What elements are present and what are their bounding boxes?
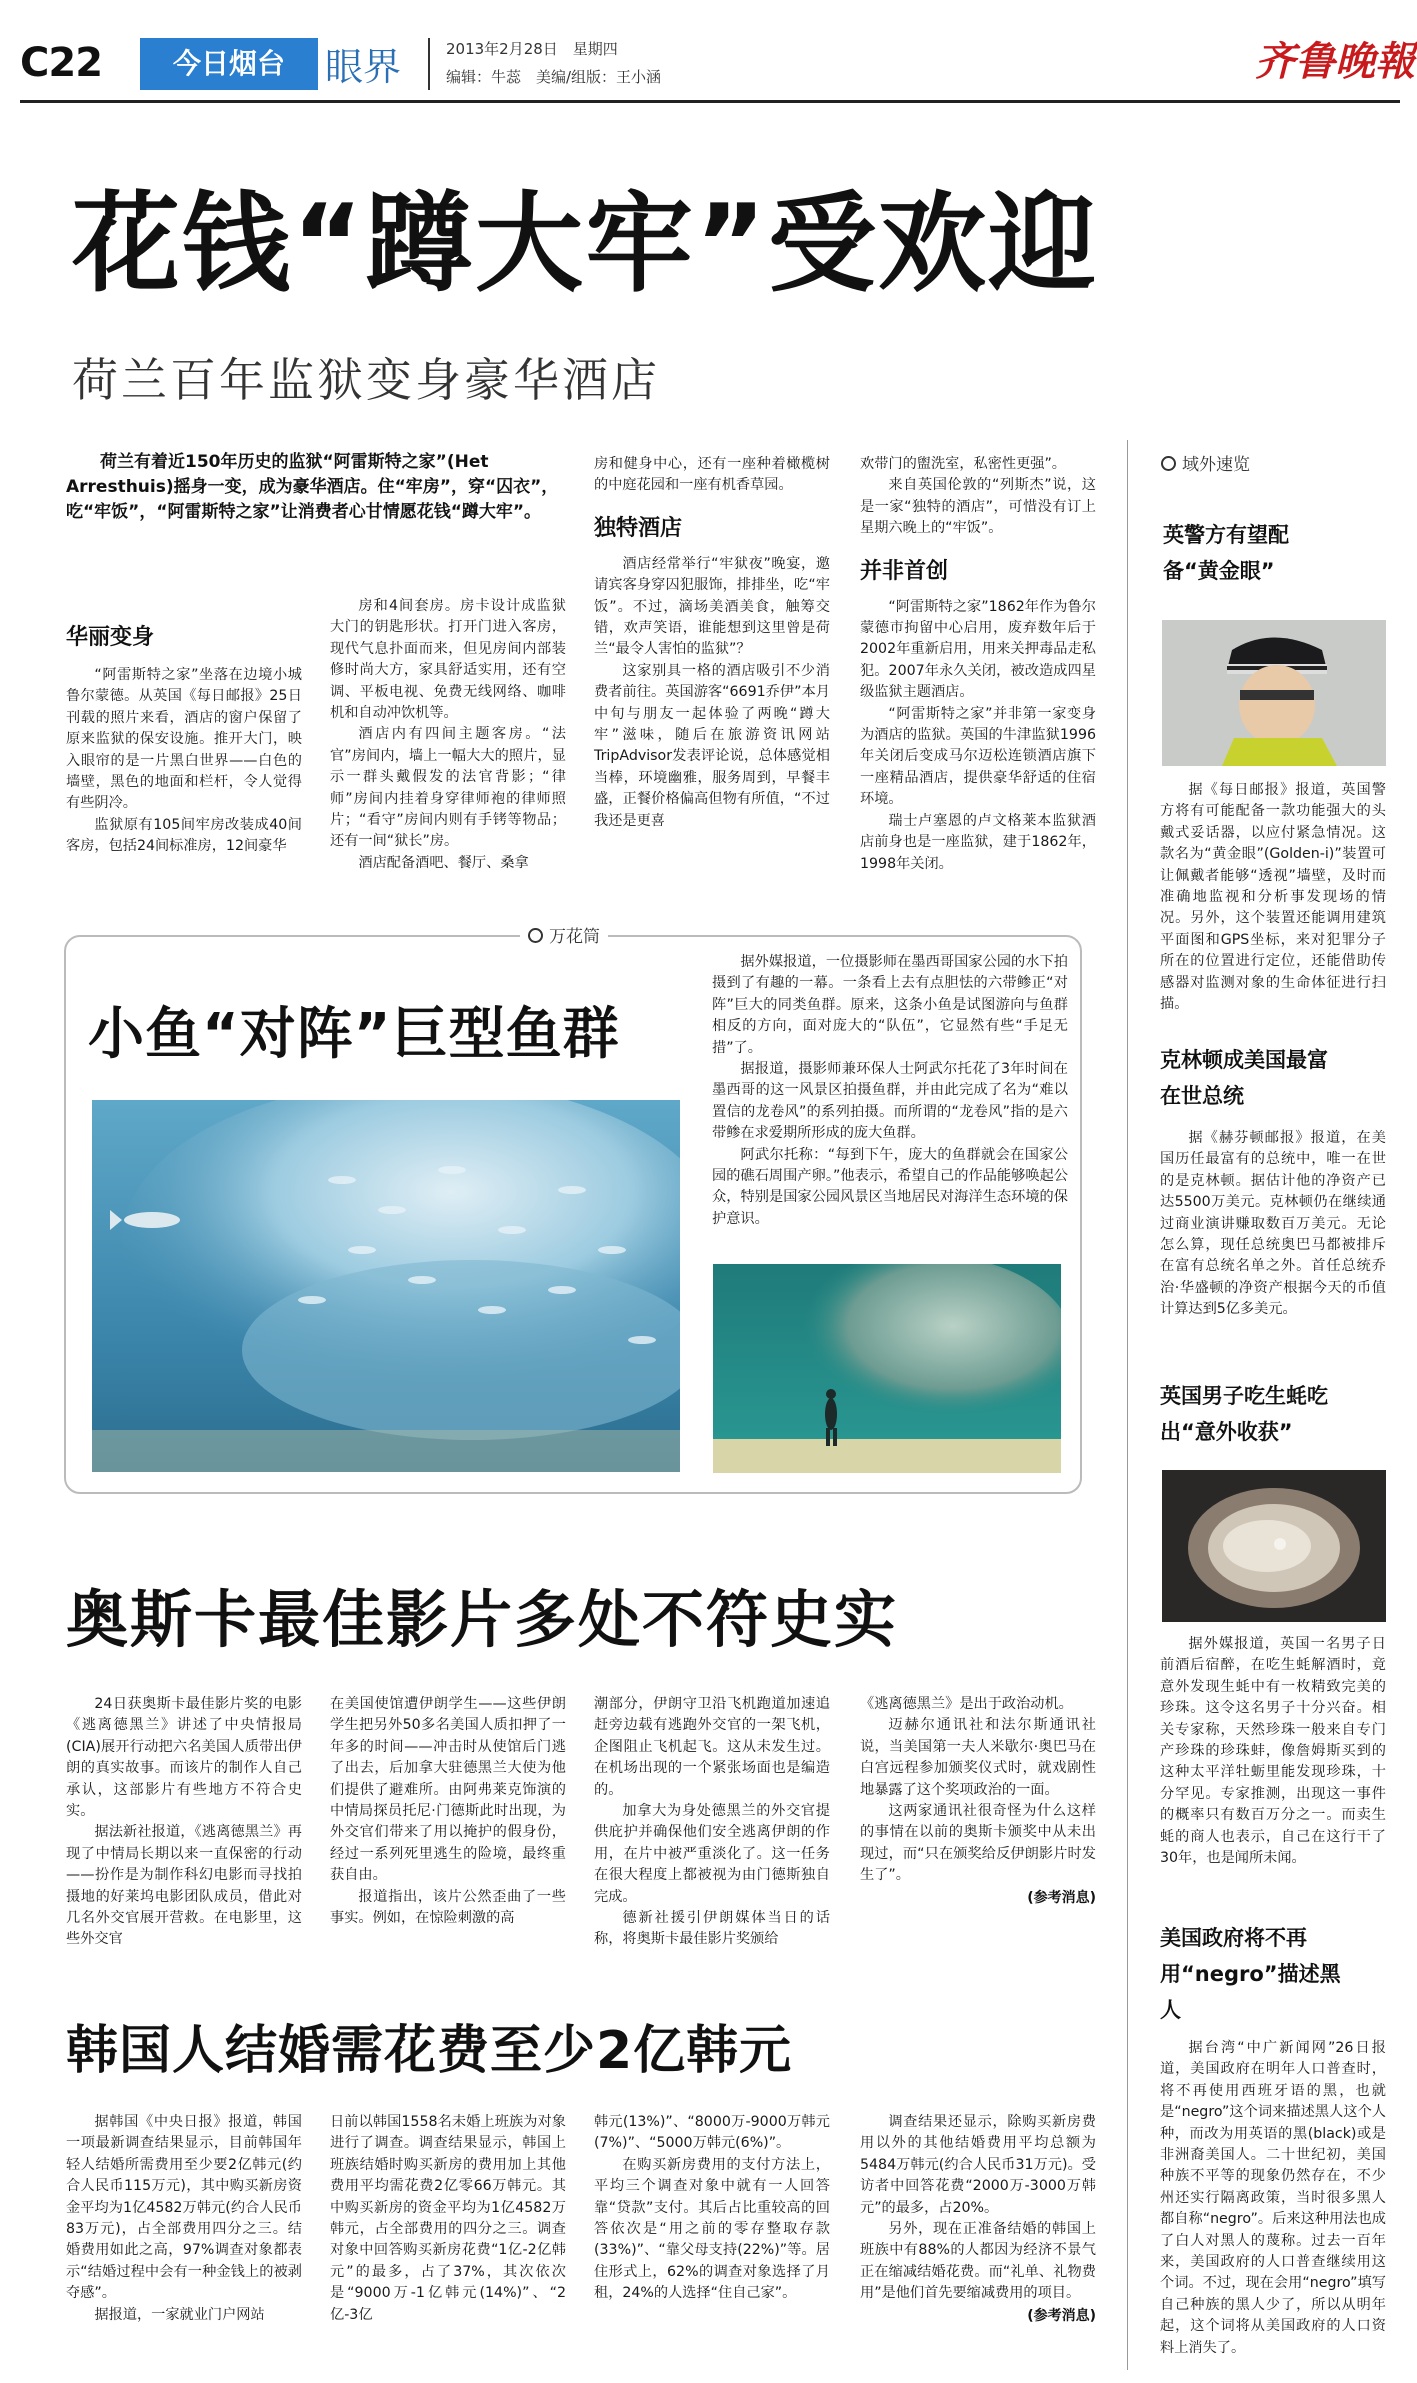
article1-lead: 荷兰有着近150年历史的监狱“阿雷斯特之家”(Het Arresthuis)摇身一变，成为豪华酒店。住“牢房”，穿“囚衣”，吃“牢饭”，“阿雷斯特之家”让消费者心甘情愿花钱“蹲大牢”。 (66, 452, 559, 522)
article2-col4 (860, 1694, 1096, 1907)
sidebar-news2-body: 据《赫芬顿邮报》报道，在美国历任最富有的总统中，唯一在世的是克林顿。据估计他的净资产已达5500万美元。克林顿仍在继续通过商业演讲赚取数百万美元。无论怎么算，现任总统奥巴马都被排斥在富有总统名单之外。首任总统乔治·华盛顿的净资产根据今天的币值计算达到5亿多美元。 (1160, 1130, 1386, 1318)
sidebar-news2 (1160, 1042, 1386, 1321)
article2-para: 这两家通讯社很奇怪为什么这样的事情在以前的奥斯卡颁奖中从未出现过，而“只在颁奖给反伊朗影片时发生了”。 (860, 1803, 1096, 1884)
kaleidoscope-text (712, 952, 1068, 1230)
article1-para: “阿雷斯特之家”1862年作为鲁尔蒙德市拘留中心启用，废弃数年后于2002年重新启用，用来关押毒品走私犯。2007年永久关闭，被改造成四星级监狱主题酒店。 (860, 598, 1096, 701)
masthead-divider (428, 38, 430, 90)
article2-para: 潮部分，伊朗守卫沿飞机跑道加速追赶旁边载有逃跑外交官的一架飞机，企图阻止飞机起飞。这从未发生过。在机场出现的一个紧张场面也是编造的。 (594, 1696, 830, 1798)
article3-headline: 韩国人结婚需花费至少2亿韩元 (66, 2021, 793, 2081)
sidebar (1145, 450, 1395, 589)
sidebar-news3-body: 据外媒报道，英国一名男子日前酒后宿醉，在吃生蚝解酒时，竟意外发现生蚝中有一枚精致完美的珍珠。这令这名男子十分兴奋。相关专家称，天然珍珠一般来自专门产珍珠的珍珠蚌，像詹姆斯买到的这种太平洋牡蛎里能发现珍珠，十分罕见。专家推测，出现这一事件的概率只有数百万分之一。而卖生蚝的商人也表示，自己在这行干了30年，也是闻所未闻。 (1160, 1636, 1386, 1867)
article1-para: 这家别具一格的酒店吸引不少消费者前往。英国游客“6691乔伊”本月中旬与朋友一起体验了两晚“蹲大牢”滋味，随后在旅游资讯网站TripAdvisor发表评论说，总体感觉相当棒，环境幽雅，服务周到，早餐丰盛，正餐价格偏高但物有所值，“不过我还是更喜 (594, 662, 830, 829)
sidebar-news2-title: 克林顿成美国最富在世总统 (1160, 1048, 1328, 1108)
circle-icon (1161, 456, 1176, 471)
article1-para: 瑞士卢塞恩的卢文格莱本监狱酒店前身也是一座监狱，建于1862年，1998年关闭。 (860, 812, 1096, 872)
article1-para: “阿雷斯特之家”并非第一家变身为酒店的监狱。英国的牛津监狱1996年关闭后变成马尔迈松连锁酒店旗下一座精品酒店，提供豪华舒适的住宿环境。 (860, 705, 1096, 808)
sidebar-news3 (1160, 1634, 1386, 1869)
sidebar-news4-title: 美国政府将不再用“negro”描述黑人 (1160, 1926, 1341, 2022)
article3-para: 另外，现在正准备结婚的韩国上班族中有88%的人都因为经济不景气正在缩减结婚花费。而“礼单、礼物费用”是他们首先要缩减费用的项目。 (860, 2221, 1096, 2302)
article1-col2 (330, 596, 566, 874)
article1-para: 酒店配备酒吧、餐厅、桑拿 (358, 854, 529, 871)
article1-para: 酒店经常举行“牢狱夜”晚宴，邀请宾客身穿囚犯服饰，排排坐，吃“牢饭”。不过，滴场美酒美食，触筹交错，欢声笑语，谁能想到这里曾是荷兰“最令人害怕的监狱”？ (594, 555, 830, 658)
article2-para: 加拿大为身处德黑兰的外交官提供庇护并确保他们安全逃离伊朗的作用，在片中被严重淡化了。这一任务在很大程度上都被视为由门德斯独自完成。 (594, 1803, 830, 1905)
article3-para: 日前以韩国1558名未婚上班族为对象进行了调查。调查结果显示，韩国上班族结婚时购买新房的费用加上其他费用平均需花费2亿零66万韩元。其中购买新房的资金平均为1亿4582万韩元，占全部费用的四分之三。调查对象中回答购买新房花费“1亿-2亿韩元”的最多，占了37%，其次依次是“9000万-1亿韩元(14%)”、“2亿-3亿 (330, 2114, 566, 2323)
article3-para: 调查结果还显示，除购买新房费用以外的其他结婚费用平均总额为5484万韩元(约合人民币31万元)。受访者中回答花费“2000万-3000万韩元”的最多，占20%。 (860, 2114, 1096, 2216)
police-officer-photo (1162, 620, 1386, 766)
article2-para: 报道指出，该片公然歪曲了一些事实。例如，在惊险刺激的高 (330, 1888, 566, 1927)
article1-para: 监狱原有105间牢房改装成40间客房，包括24间标准房，12间豪华 (66, 816, 302, 855)
article2-source: (参考消息) (1027, 1889, 1096, 1906)
article3-para: 韩元(13%)”、“8000万-9000万韩元(7%)”、“5000万韩元(6%)”。 (594, 2114, 830, 2152)
page-number: C22 (20, 40, 103, 86)
circle-icon (528, 928, 543, 943)
sidebar-news4 (1160, 1920, 1386, 2359)
oyster-pearl-photo (1162, 1470, 1386, 1622)
article1-para: 酒店内有四间主题客房。“法官”房间内，墙上一幅大大的照片，显示一群头戴假发的法官背影；“律师”房间内挂着身穿律师袍的律师照片；“看守”房间内则有手铐等物品；还有一间“狱长”房。 (330, 726, 566, 850)
article2-para: 《逃离德黑兰》是出于政治动机。 (860, 1696, 1073, 1712)
article2-para: 迈赫尔通讯社和法尔斯通讯社说，当美国第一夫人米歇尔·奥巴马在白宫远程参加颁奖仪式时，就戏剧性地暴露了这个奖项政治的一面。 (860, 1717, 1096, 1798)
sidebar-news3-head (1160, 1378, 1386, 1450)
newspaper-logo: 齐鲁晚報 (1255, 38, 1415, 85)
article2-para: 德新社援引伊朗媒体当日的话称，将奥斯卡最佳影片奖颁给 (594, 1910, 830, 1948)
article1-col1 (66, 620, 302, 858)
sidebar-news4-body: 据台湾“中广新闻网”26日报道，美国政府在明年人口普查时，将不再使用西班牙语的黑，也就是“negro”这个词来描述黑人这个人种，而改为用英语的黑(black)或是非洲裔美国人。二十世纪初，美国种族不平等的现象仍然存在，不少州还实行隔离政策，当时很多黑人都自称“negro”。后来这种用法也成了白人对黑人的蔑称。过去一百年来，美国政府的人口普查继续用这个词。不过，现在会用“negro”填写自己种族的黑人少了，所以从明年起，这个词将从美国政府的人口资料上消失了。 (1160, 2040, 1386, 2356)
article2-col1 (66, 1694, 302, 1951)
article1-section2-title: 独特酒店 (594, 515, 683, 541)
section-badge: 今日烟台 (140, 38, 318, 90)
article3-para: 据韩国《中央日报》报道，韩国一项最新调查结果显示，目前韩国年轻人结婚所需费用至少要2亿韩元(约合人民币115万元)，其中购买新房资金平均为1亿4582万韩元(约合人民币83万元)，占全部费用四分之三。结婚费用如此之高，97%调查对象都表示“结婚过程中会有一种金钱上的被剥夺感”。 (66, 2114, 302, 2302)
diver-fish-photo (713, 1264, 1061, 1473)
editors-line: 编辑：牛蕊 美编/组版：王小涵 (446, 68, 662, 86)
article1-section3-title: 并非首创 (860, 558, 949, 584)
article1-section1-title: 华丽变身 (66, 625, 155, 650)
sidebar-tag: 域外速览 (1161, 450, 1395, 475)
article2-para: 在美国使馆遭伊朗学生——这些伊朗学生把另外50多名美国人质扣押了一年多的时间——冲击时从使馆后门逃了出去，后加拿大驻德黑兰大使为他们提供了避难所。由阿弗莱克饰演的中情局探员托尼·门德斯此时出现，为外交官们带来了用以掩护的假身份，经过一系列死里逃生的险境，最终重获自由。 (330, 1696, 566, 1884)
article1-para: “阿雷斯特之家”坐落在边境小城鲁尔蒙德。从英国《每日邮报》25日刊载的照片来看，酒店的窗户保留了原来监狱的保安设施。推开大门，映入眼帘的是一片黑白世界——白色的墙壁，黑色的地面和栏杆，令人觉得有些阴冷。 (66, 667, 302, 812)
kaleidoscope-headline: 小鱼“对阵”巨型鱼群 (88, 1002, 620, 1067)
fish-school-photo (92, 1100, 680, 1472)
article1-col4 (860, 454, 1096, 875)
sidebar-news1-title: 英警方有望配备“黄金眼” (1163, 523, 1289, 583)
article3-col1 (66, 2112, 302, 2326)
kaleidoscope-tag: 万花筒 (520, 922, 608, 947)
kaleidoscope-para: 阿武尔托称：“每到下午，庞大的鱼群就会在国家公园的礁石周围产卵。”他表示，希望自己的作品能够唤起公众，特别是国家公园风景区当地居民对海洋生态环境的保护意识。 (712, 1146, 1068, 1227)
article1-para: 房和健身中心，还有一座种着橄榄树的中庭花园和一座有机香草园。 (594, 456, 830, 494)
article1-col3 (594, 454, 830, 832)
article2-para: 据法新社报道，《逃离德黑兰》再现了中情局长期以来一直保密的行动——扮作是为制作科幻电影而寻找拍摄地的好莱坞电影团队成员，借此对几名外交官展开营救。在电影里，这些外交官 (66, 1824, 302, 1948)
article2-col2 (330, 1694, 566, 1929)
article1-para: 房和4间套房。房卡设计成监狱大门的钥匙形状。打开门进入客房，现代气息扑面而来，但见房间内部装修时尚大方，家具舒适实用，还有空调、平板电视、免费无线网络、咖啡机和自动冲饮机等。 (330, 598, 566, 722)
kaleidoscope-para: 据报道，摄影师兼环保人士阿武尔托花了3年时间在墨西哥的这一风景区拍摄鱼群，并由此完成了名为“难以置信的龙卷风”的系列拍摄。而所谓的“龙卷风”指的是六带鲹在求爱期所形成的庞大鱼群。 (712, 1061, 1068, 1142)
article1-subheadline: 荷兰百年监狱变身豪华酒店 (72, 353, 660, 407)
kaleidoscope-para: 据外媒报道，一位摄影师在墨西哥国家公园的水下拍摄到了有趣的一幕。一条看上去有点胆怯的六带鲹正“对阵”巨大的同类鱼群。原来，这条小鱼是试图游向与鱼群相反的方向，面对庞大的“队伍”，它显然有些“手足无措”了。 (712, 954, 1068, 1056)
column-name: 眼界 (325, 45, 402, 89)
article3-source: (参考消息) (1027, 2307, 1096, 2324)
article2-col3 (594, 1694, 830, 1951)
masthead-rule (20, 100, 1400, 103)
article1-para: 来自英国伦敦的“列斯杰”说，这是一家“独特的酒店”，可惜没有订上星期六晚上的“牢饭”。 (860, 477, 1096, 537)
sidebar-news3-title: 英国男子吃生蚝吃出“意外收获” (1160, 1384, 1328, 1444)
article2-headline: 奥斯卡最佳影片多处不符史实 (66, 1583, 899, 1656)
article1-para: 欢带门的盥洗室，私密性更强”。 (860, 456, 1066, 472)
issue-date: 2013年2月28日 星期四 (446, 40, 618, 58)
article3-col4 (860, 2112, 1096, 2325)
article2-para: 24日获奥斯卡最佳影片奖的电影《逃离德黑兰》讲述了中央情报局(CIA)展开行动把六名美国人质带出伊朗的真实故事。而该片的制作人自己承认，这部影片有些地方不符合史实。 (66, 1696, 302, 1820)
sidebar-news1-body: 据《每日邮报》报道，英国警方将有可能配备一款功能强大的头戴式妥话器，以应付紧急情况。这款名为“黄金眼”(Golden-i)”装置可让佩戴者能够“透视”墙壁，及时而准确地监视和分析事发现场的情况。另外，这个装置还能调用建筑平面图和GPS坐标，来对犯罪分子所在的位置进行定位，还能借助传感器对监测对象的生命体征进行扫描。 (1160, 782, 1386, 1013)
article3-para: 据报道，一家就业门户网站 (94, 2306, 265, 2323)
article3-para: 在购买新房费用的支付方法上，平均三个调查对象中就有一人回答靠“贷款”支付。其后占比重较高的回答依次是“用之前的零存整取存款(33%)”、“靠父母支持(22%)”等。居住形式上，62%的调查对象选择了月租，24%的人选择“住自己家”。 (594, 2156, 830, 2302)
sidebar-news1 (1160, 780, 1386, 1015)
article1-headline: 花钱“蹲大牢”受欢迎 (72, 182, 1098, 307)
article3-col2 (330, 2112, 566, 2326)
sidebar-divider (1127, 440, 1128, 2370)
article3-col3 (594, 2112, 830, 2305)
